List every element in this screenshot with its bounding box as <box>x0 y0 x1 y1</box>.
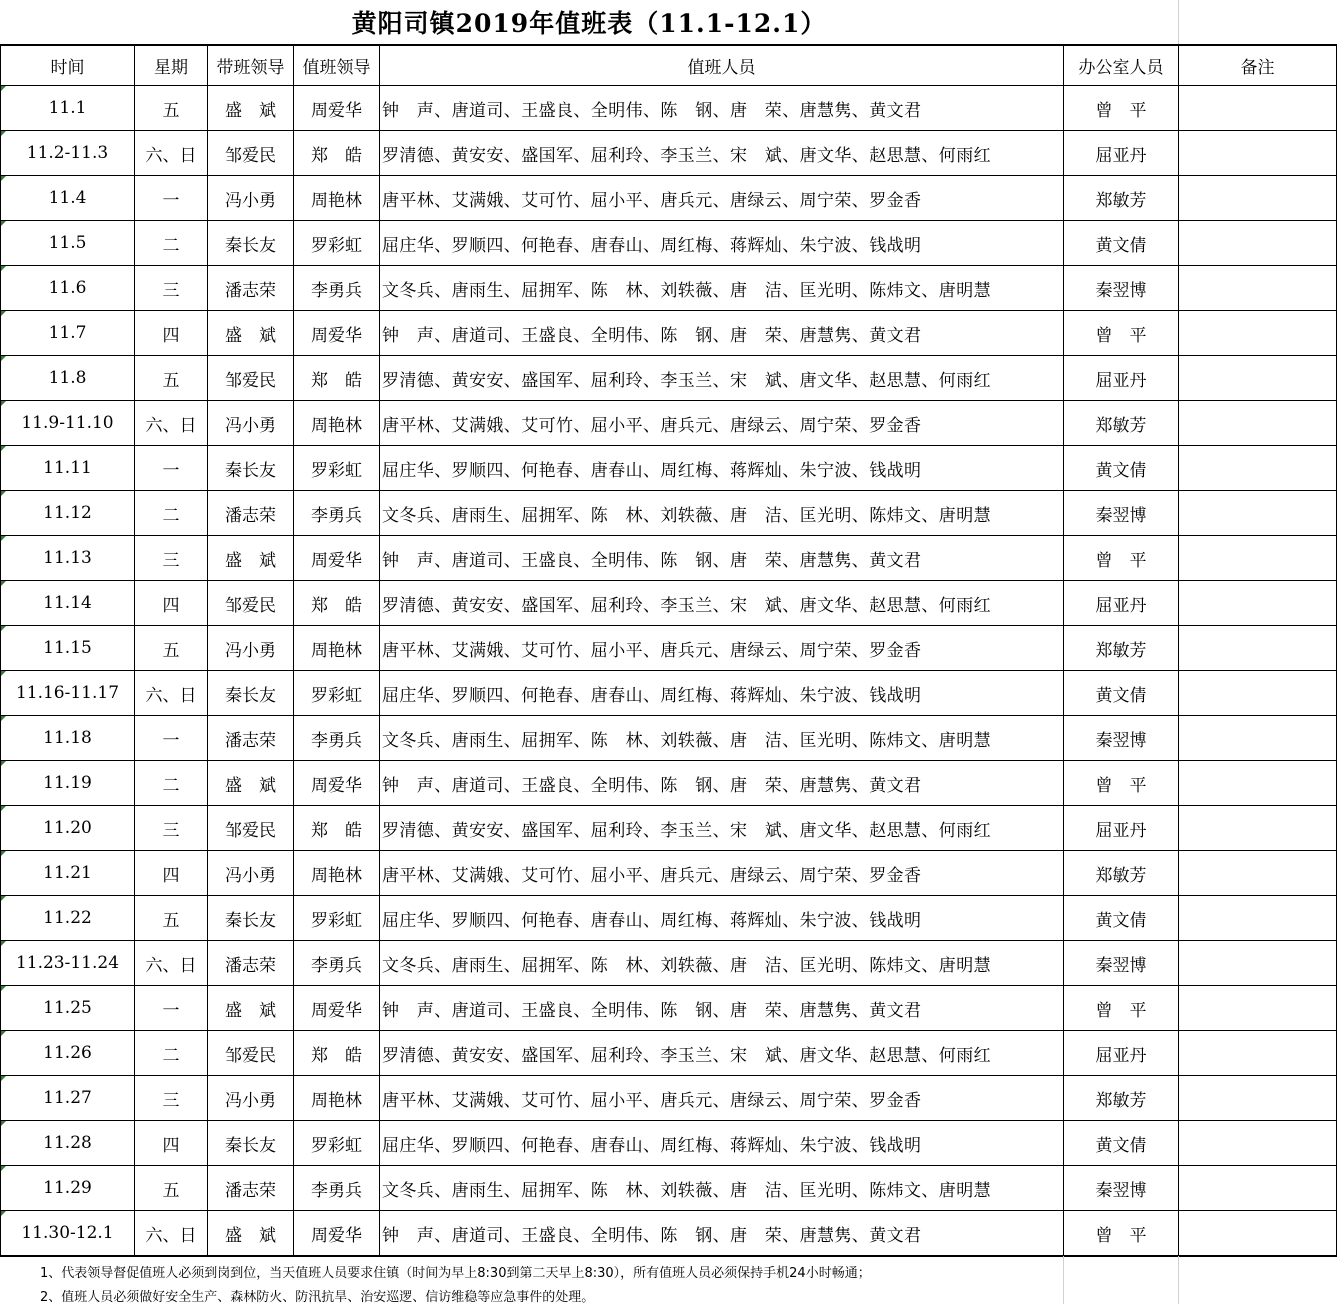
cell-office[interactable]: 屈亚丹 <box>1064 356 1179 401</box>
header-lead[interactable]: 带班领导 <box>208 46 294 86</box>
cell-lead[interactable]: 冯小勇 <box>208 176 294 221</box>
cell-office[interactable]: 屈亚丹 <box>1064 806 1179 851</box>
cell-time[interactable] <box>1 626 135 671</box>
cell-marker-icon <box>1 761 6 766</box>
cell-duty-lead[interactable]: 罗彩虹 <box>294 671 380 716</box>
cell-marker-icon <box>1 716 6 721</box>
cell-marker-icon <box>1 86 6 91</box>
cell-office[interactable]: 曾 平 <box>1064 86 1179 131</box>
cell-office[interactable]: 郑敏芳 <box>1064 401 1179 446</box>
cell-lead[interactable]: 潘志荣 <box>208 1166 294 1211</box>
cell-time[interactable] <box>1 221 135 266</box>
cell-note[interactable] <box>1179 1121 1337 1166</box>
cell-duty-lead[interactable]: 周爱华 <box>294 536 380 581</box>
cell-note[interactable] <box>1179 356 1337 401</box>
cell-office[interactable]: 郑敏芳 <box>1064 1076 1179 1121</box>
duty-table <box>0 45 1337 1256</box>
cell-lead[interactable]: 邹爱民 <box>208 356 294 401</box>
cell-office[interactable]: 黄文倩 <box>1064 446 1179 491</box>
cell-marker-icon <box>1 941 6 946</box>
cell-lead[interactable]: 冯小勇 <box>208 851 294 896</box>
cell-office[interactable]: 黄文倩 <box>1064 1121 1179 1166</box>
cell-marker-icon <box>1 401 6 406</box>
table-row <box>1 716 1337 761</box>
cell-marker-icon <box>1 1166 6 1171</box>
cell-staff[interactable]: 唐平林、艾满娥、艾可竹、屈小平、唐兵元、唐绿云、周宁荣、罗金香 <box>380 626 1064 671</box>
time-label: 11.20 <box>43 818 92 838</box>
cell-office[interactable]: 郑敏芳 <box>1064 626 1179 671</box>
time-label: 11.9-11.10 <box>21 413 114 433</box>
cell-office[interactable]: 秦翌博 <box>1064 1166 1179 1211</box>
time-label: 11.2-11.3 <box>26 143 109 163</box>
cell-note[interactable] <box>1179 401 1337 446</box>
cell-note[interactable] <box>1179 446 1337 491</box>
cell-duty-lead[interactable]: 周爱华 <box>294 761 380 806</box>
header-note[interactable]: 备注 <box>1179 46 1337 86</box>
cell-marker-icon <box>1 131 6 136</box>
cell-weekday[interactable]: 五 <box>135 1166 208 1211</box>
time-label: 11.11 <box>43 458 92 478</box>
cell-time[interactable] <box>1 86 135 131</box>
table-row <box>1 941 1337 986</box>
cell-staff[interactable]: 罗清德、黄安安、盛国军、屈利玲、李玉兰、宋 斌、唐文华、赵思慧、何雨红 <box>380 806 1064 851</box>
cell-lead[interactable]: 潘志荣 <box>208 716 294 761</box>
gridline <box>1178 1256 1179 1304</box>
cell-weekday[interactable]: 四 <box>135 1121 208 1166</box>
table-row <box>1 1211 1337 1256</box>
cell-time[interactable] <box>1 851 135 896</box>
cell-office[interactable]: 秦翌博 <box>1064 491 1179 536</box>
cell-marker-icon <box>1 446 6 451</box>
cell-time[interactable] <box>1 581 135 626</box>
cell-time[interactable] <box>1 446 135 491</box>
time-label: 11.30-12.1 <box>21 1223 114 1243</box>
cell-note[interactable] <box>1179 986 1337 1031</box>
cell-office[interactable]: 黄文倩 <box>1064 221 1179 266</box>
time-label: 11.16-11.17 <box>15 683 120 703</box>
time-label: 11.19 <box>43 773 92 793</box>
cell-office[interactable]: 郑敏芳 <box>1064 851 1179 896</box>
cell-weekday[interactable]: 三 <box>135 806 208 851</box>
cell-time[interactable] <box>1 1076 135 1121</box>
footnote-1[interactable]: 1、代表领导督促值班人必须到岗到位，当天值班人员要求住镇（时间为早上8:30到第二天早上8:30），所有值班人员必须保持手机24小时畅通； <box>40 1266 871 1281</box>
cell-weekday[interactable]: 四 <box>135 851 208 896</box>
table-row <box>1 1121 1337 1166</box>
cell-staff[interactable]: 钟 声、唐道司、王盛良、全明伟、陈 钢、唐 荣、唐慧隽、黄文君 <box>380 536 1064 581</box>
cell-marker-icon <box>1 986 6 991</box>
cell-time[interactable] <box>1 671 135 716</box>
cell-time[interactable] <box>1 716 135 761</box>
cell-staff[interactable]: 钟 声、唐道司、王盛良、全明伟、陈 钢、唐 荣、唐慧隽、黄文君 <box>380 761 1064 806</box>
cell-office[interactable]: 屈亚丹 <box>1064 131 1179 176</box>
cell-note[interactable] <box>1179 176 1337 221</box>
table-row <box>1 896 1337 941</box>
cell-lead[interactable]: 潘志荣 <box>208 266 294 311</box>
time-label: 11.1 <box>48 98 87 118</box>
cell-lead[interactable]: 秦长友 <box>208 1121 294 1166</box>
header-office[interactable]: 办公室人员 <box>1064 46 1179 86</box>
cell-office[interactable]: 秦翌博 <box>1064 266 1179 311</box>
cell-staff[interactable]: 钟 声、唐道司、王盛良、全明伟、陈 钢、唐 荣、唐慧隽、黄文君 <box>380 1211 1064 1256</box>
table-row <box>1 86 1337 131</box>
cell-office[interactable]: 曾 平 <box>1064 311 1179 356</box>
table-row <box>1 581 1337 626</box>
cell-staff[interactable]: 文冬兵、唐雨生、屈拥军、陈 林、刘轶薇、唐 洁、匡光明、陈炜文、唐明慧 <box>380 941 1064 986</box>
time-label: 11.8 <box>48 368 87 388</box>
cell-marker-icon <box>1 1031 6 1036</box>
time-label: 11.18 <box>43 728 92 748</box>
cell-duty-lead[interactable]: 郑 皓 <box>294 581 380 626</box>
cell-lead[interactable]: 盛 斌 <box>208 986 294 1031</box>
cell-time[interactable] <box>1 266 135 311</box>
cell-marker-icon <box>1 356 6 361</box>
cell-staff[interactable]: 文冬兵、唐雨生、屈拥军、陈 林、刘轶薇、唐 洁、匡光明、陈炜文、唐明慧 <box>380 491 1064 536</box>
cell-lead[interactable]: 冯小勇 <box>208 1076 294 1121</box>
cell-lead[interactable]: 秦长友 <box>208 671 294 716</box>
cell-lead[interactable]: 邹爱民 <box>208 581 294 626</box>
time-label: 11.25 <box>43 998 92 1018</box>
header-duty-lead[interactable]: 值班领导 <box>294 46 380 86</box>
cell-weekday[interactable]: 四 <box>135 581 208 626</box>
cell-weekday[interactable]: 三 <box>135 266 208 311</box>
cell-office[interactable]: 屈亚丹 <box>1064 581 1179 626</box>
cell-note[interactable] <box>1179 266 1337 311</box>
cell-marker-icon <box>1 266 6 271</box>
cell-weekday[interactable]: 五 <box>135 86 208 131</box>
cell-marker-icon <box>1 1211 6 1216</box>
cell-office[interactable]: 曾 平 <box>1064 761 1179 806</box>
cell-duty-lead[interactable]: 罗彩虹 <box>294 1121 380 1166</box>
cell-office[interactable]: 秦翌博 <box>1064 716 1179 761</box>
cell-office[interactable]: 黄文倩 <box>1064 896 1179 941</box>
cell-time[interactable] <box>1 491 135 536</box>
cell-office[interactable]: 郑敏芳 <box>1064 176 1179 221</box>
cell-note[interactable] <box>1179 851 1337 896</box>
cell-duty-lead[interactable]: 周艳林 <box>294 626 380 671</box>
cell-staff[interactable]: 罗清德、黄安安、盛国军、屈利玲、李玉兰、宋 斌、唐文华、赵思慧、何雨红 <box>380 131 1064 176</box>
cell-duty-lead[interactable]: 李勇兵 <box>294 1166 380 1211</box>
time-label: 11.21 <box>43 863 92 883</box>
cell-staff[interactable]: 屈庄华、罗顺四、何艳春、唐春山、周红梅、蒋辉灿、朱宁波、钱战明 <box>380 671 1064 716</box>
cell-time[interactable] <box>1 536 135 581</box>
cell-time[interactable] <box>1 896 135 941</box>
cell-duty-lead[interactable]: 周爱华 <box>294 1211 380 1256</box>
cell-time[interactable] <box>1 356 135 401</box>
time-label: 11.13 <box>43 548 92 568</box>
cell-office[interactable]: 屈亚丹 <box>1064 1031 1179 1076</box>
cell-lead[interactable]: 秦长友 <box>208 896 294 941</box>
cell-note[interactable] <box>1179 221 1337 266</box>
cell-office[interactable]: 秦翌博 <box>1064 941 1179 986</box>
cell-note[interactable] <box>1179 491 1337 536</box>
cell-staff[interactable]: 屈庄华、罗顺四、何艳春、唐春山、周红梅、蒋辉灿、朱宁波、钱战明 <box>380 1121 1064 1166</box>
cell-time[interactable] <box>1 1166 135 1211</box>
cell-note[interactable] <box>1179 1166 1337 1211</box>
cell-staff[interactable]: 罗清德、黄安安、盛国军、屈利玲、李玉兰、宋 斌、唐文华、赵思慧、何雨红 <box>380 581 1064 626</box>
table-row <box>1 176 1337 221</box>
cell-weekday[interactable]: 二 <box>135 1031 208 1076</box>
cell-lead[interactable]: 盛 斌 <box>208 1211 294 1256</box>
header-weekday[interactable]: 星期 <box>135 46 208 86</box>
cell-duty-lead[interactable]: 周艳林 <box>294 851 380 896</box>
gridline <box>1178 0 1179 44</box>
cell-lead[interactable]: 冯小勇 <box>208 401 294 446</box>
cell-marker-icon <box>1 176 6 181</box>
table-row <box>1 131 1337 176</box>
cell-duty-lead[interactable]: 罗彩虹 <box>294 896 380 941</box>
time-label: 11.29 <box>43 1178 92 1198</box>
header-row <box>1 46 1337 86</box>
cell-weekday[interactable]: 二 <box>135 761 208 806</box>
cell-marker-icon <box>1 896 6 901</box>
time-label: 11.15 <box>43 638 92 658</box>
cell-staff[interactable]: 钟 声、唐道司、王盛良、全明伟、陈 钢、唐 荣、唐慧隽、黄文君 <box>380 986 1064 1031</box>
cell-note[interactable] <box>1179 536 1337 581</box>
cell-staff[interactable]: 唐平林、艾满娥、艾可竹、屈小平、唐兵元、唐绿云、周宁荣、罗金香 <box>380 176 1064 221</box>
gridline <box>1063 1256 1064 1304</box>
cell-weekday[interactable]: 一 <box>135 986 208 1031</box>
time-label: 11.4 <box>48 188 87 208</box>
cell-duty-lead[interactable]: 李勇兵 <box>294 266 380 311</box>
header-time[interactable]: 时间 <box>1 46 135 86</box>
cell-weekday[interactable]: 一 <box>135 716 208 761</box>
time-label: 11.23-11.24 <box>15 953 120 973</box>
footnote-2[interactable]: 2、值班人员必须做好安全生产、森林防火、防汛抗旱、治安巡逻、信访维稳等应急事件的处理。 <box>40 1290 595 1305</box>
table-row <box>1 1031 1337 1076</box>
time-label: 11.6 <box>48 278 87 298</box>
cell-office[interactable]: 曾 平 <box>1064 986 1179 1031</box>
cell-note[interactable] <box>1179 941 1337 986</box>
table-row <box>1 806 1337 851</box>
cell-lead[interactable]: 潘志荣 <box>208 491 294 536</box>
table-row <box>1 986 1337 1031</box>
table-row <box>1 221 1337 266</box>
cell-staff[interactable]: 屈庄华、罗顺四、何艳春、唐春山、周红梅、蒋辉灿、朱宁波、钱战明 <box>380 896 1064 941</box>
cell-duty-lead[interactable]: 李勇兵 <box>294 716 380 761</box>
cell-staff[interactable]: 屈庄华、罗顺四、何艳春、唐春山、周红梅、蒋辉灿、朱宁波、钱战明 <box>380 221 1064 266</box>
cell-weekday[interactable]: 六、日 <box>135 941 208 986</box>
cell-marker-icon <box>1 491 6 496</box>
table-row <box>1 266 1337 311</box>
table-row <box>1 491 1337 536</box>
time-label: 11.26 <box>43 1043 92 1063</box>
cell-lead[interactable]: 秦长友 <box>208 221 294 266</box>
cell-weekday[interactable]: 二 <box>135 221 208 266</box>
cell-lead[interactable]: 秦长友 <box>208 446 294 491</box>
cell-note[interactable] <box>1179 671 1337 716</box>
cell-time[interactable] <box>1 1031 135 1076</box>
cell-duty-lead[interactable]: 李勇兵 <box>294 491 380 536</box>
cell-staff[interactable]: 钟 声、唐道司、王盛良、全明伟、陈 钢、唐 荣、唐慧隽、黄文君 <box>380 86 1064 131</box>
table-row <box>1 356 1337 401</box>
cell-lead[interactable]: 潘志荣 <box>208 941 294 986</box>
cell-weekday[interactable]: 二 <box>135 491 208 536</box>
time-label: 11.28 <box>43 1133 92 1153</box>
cell-staff[interactable]: 文冬兵、唐雨生、屈拥军、陈 林、刘轶薇、唐 洁、匡光明、陈炜文、唐明慧 <box>380 266 1064 311</box>
cell-office[interactable]: 黄文倩 <box>1064 671 1179 716</box>
cell-duty-lead[interactable]: 郑 皓 <box>294 1031 380 1076</box>
cell-duty-lead[interactable]: 周艳林 <box>294 1076 380 1121</box>
cell-staff[interactable]: 文冬兵、唐雨生、屈拥军、陈 林、刘轶薇、唐 洁、匡光明、陈炜文、唐明慧 <box>380 716 1064 761</box>
cell-duty-lead[interactable]: 罗彩虹 <box>294 446 380 491</box>
cell-lead[interactable]: 邹爱民 <box>208 806 294 851</box>
cell-staff[interactable]: 罗清德、黄安安、盛国军、屈利玲、李玉兰、宋 斌、唐文华、赵思慧、何雨红 <box>380 1031 1064 1076</box>
cell-marker-icon <box>1 536 6 541</box>
table-row <box>1 446 1337 491</box>
cell-lead[interactable]: 邹爱民 <box>208 131 294 176</box>
cell-office[interactable]: 曾 平 <box>1064 536 1179 581</box>
table-row <box>1 1076 1337 1121</box>
cell-time[interactable] <box>1 1211 135 1256</box>
cell-time[interactable] <box>1 806 135 851</box>
cell-weekday[interactable]: 五 <box>135 896 208 941</box>
table-row <box>1 851 1337 896</box>
cell-duty-lead[interactable]: 周爱华 <box>294 986 380 1031</box>
cell-note[interactable] <box>1179 86 1337 131</box>
cell-staff[interactable]: 钟 声、唐道司、王盛良、全明伟、陈 钢、唐 荣、唐慧隽、黄文君 <box>380 311 1064 356</box>
cell-marker-icon <box>1 1121 6 1126</box>
time-label: 11.14 <box>43 593 92 613</box>
table-row <box>1 401 1337 446</box>
cell-marker-icon <box>1 1076 6 1081</box>
cell-lead[interactable]: 盛 斌 <box>208 311 294 356</box>
cell-marker-icon <box>1 581 6 586</box>
table-row <box>1 536 1337 581</box>
cell-marker-icon <box>1 626 6 631</box>
cell-duty-lead[interactable]: 周艳林 <box>294 176 380 221</box>
cell-note[interactable] <box>1179 896 1337 941</box>
cell-marker-icon <box>1 806 6 811</box>
table-row <box>1 671 1337 716</box>
cell-note[interactable] <box>1179 716 1337 761</box>
cell-note[interactable] <box>1179 1031 1337 1076</box>
cell-lead[interactable]: 邹爱民 <box>208 1031 294 1076</box>
cell-duty-lead[interactable]: 郑 皓 <box>294 131 380 176</box>
cell-time[interactable] <box>1 401 135 446</box>
cell-marker-icon <box>1 311 6 316</box>
cell-note[interactable] <box>1179 131 1337 176</box>
time-label: 11.22 <box>43 908 92 928</box>
table-row <box>1 311 1337 356</box>
time-label: 11.27 <box>43 1088 92 1108</box>
table-row <box>1 761 1337 806</box>
cell-staff[interactable]: 屈庄华、罗顺四、何艳春、唐春山、周红梅、蒋辉灿、朱宁波、钱战明 <box>380 446 1064 491</box>
time-label: 11.12 <box>43 503 92 523</box>
cell-note[interactable] <box>1179 311 1337 356</box>
cell-staff[interactable]: 唐平林、艾满娥、艾可竹、屈小平、唐兵元、唐绿云、周宁荣、罗金香 <box>380 1076 1064 1121</box>
cell-weekday[interactable]: 一 <box>135 446 208 491</box>
cell-marker-icon <box>1 851 6 856</box>
cell-weekday[interactable]: 五 <box>135 626 208 671</box>
cell-note[interactable] <box>1179 1211 1337 1256</box>
cell-duty-lead[interactable]: 李勇兵 <box>294 941 380 986</box>
time-label: 11.5 <box>48 233 87 253</box>
cell-weekday[interactable]: 四 <box>135 311 208 356</box>
cell-duty-lead[interactable]: 郑 皓 <box>294 806 380 851</box>
cell-lead[interactable]: 盛 斌 <box>208 761 294 806</box>
cell-staff[interactable]: 唐平林、艾满娥、艾可竹、屈小平、唐兵元、唐绿云、周宁荣、罗金香 <box>380 851 1064 896</box>
cell-note[interactable] <box>1179 626 1337 671</box>
cell-marker-icon <box>1 671 6 676</box>
cell-note[interactable] <box>1179 806 1337 851</box>
cell-lead[interactable]: 盛 斌 <box>208 536 294 581</box>
time-label: 11.7 <box>48 323 87 343</box>
cell-lead[interactable]: 盛 斌 <box>208 86 294 131</box>
cell-time[interactable] <box>1 311 135 356</box>
divider <box>0 1256 1337 1257</box>
cell-time[interactable] <box>1 1121 135 1166</box>
cell-weekday[interactable]: 一 <box>135 176 208 221</box>
cell-duty-lead[interactable]: 周爱华 <box>294 311 380 356</box>
cell-staff[interactable]: 唐平林、艾满娥、艾可竹、屈小平、唐兵元、唐绿云、周宁荣、罗金香 <box>380 401 1064 446</box>
cell-staff[interactable]: 罗清德、黄安安、盛国军、屈利玲、李玉兰、宋 斌、唐文华、赵思慧、何雨红 <box>380 356 1064 401</box>
cell-time[interactable] <box>1 986 135 1031</box>
cell-weekday[interactable]: 五 <box>135 356 208 401</box>
cell-time[interactable] <box>1 761 135 806</box>
cell-lead[interactable]: 冯小勇 <box>208 626 294 671</box>
cell-staff[interactable]: 文冬兵、唐雨生、屈拥军、陈 林、刘轶薇、唐 洁、匡光明、陈炜文、唐明慧 <box>380 1166 1064 1211</box>
cell-time[interactable] <box>1 176 135 221</box>
cell-weekday[interactable]: 六、日 <box>135 401 208 446</box>
cell-weekday[interactable]: 三 <box>135 536 208 581</box>
title-row <box>0 0 1337 45</box>
cell-note[interactable] <box>1179 1076 1337 1121</box>
header-staff[interactable]: 值班人员 <box>380 46 1064 86</box>
cell-duty-lead[interactable]: 郑 皓 <box>294 356 380 401</box>
cell-weekday[interactable]: 三 <box>135 1076 208 1121</box>
cell-weekday[interactable]: 六、日 <box>135 131 208 176</box>
cell-duty-lead[interactable]: 周爱华 <box>294 86 380 131</box>
cell-time[interactable] <box>1 941 135 986</box>
cell-note[interactable] <box>1179 761 1337 806</box>
table-row <box>1 1166 1337 1211</box>
page-title: 黄阳司镇2019年值班表（11.1-12.1） <box>351 9 827 38</box>
cell-weekday[interactable]: 六、日 <box>135 671 208 716</box>
table-row <box>1 626 1337 671</box>
cell-office[interactable]: 曾 平 <box>1064 1211 1179 1256</box>
cell-duty-lead[interactable]: 罗彩虹 <box>294 221 380 266</box>
cell-duty-lead[interactable]: 周艳林 <box>294 401 380 446</box>
cell-weekday[interactable]: 六、日 <box>135 1211 208 1256</box>
cell-time[interactable] <box>1 131 135 176</box>
cell-marker-icon <box>1 221 6 226</box>
cell-note[interactable] <box>1179 581 1337 626</box>
